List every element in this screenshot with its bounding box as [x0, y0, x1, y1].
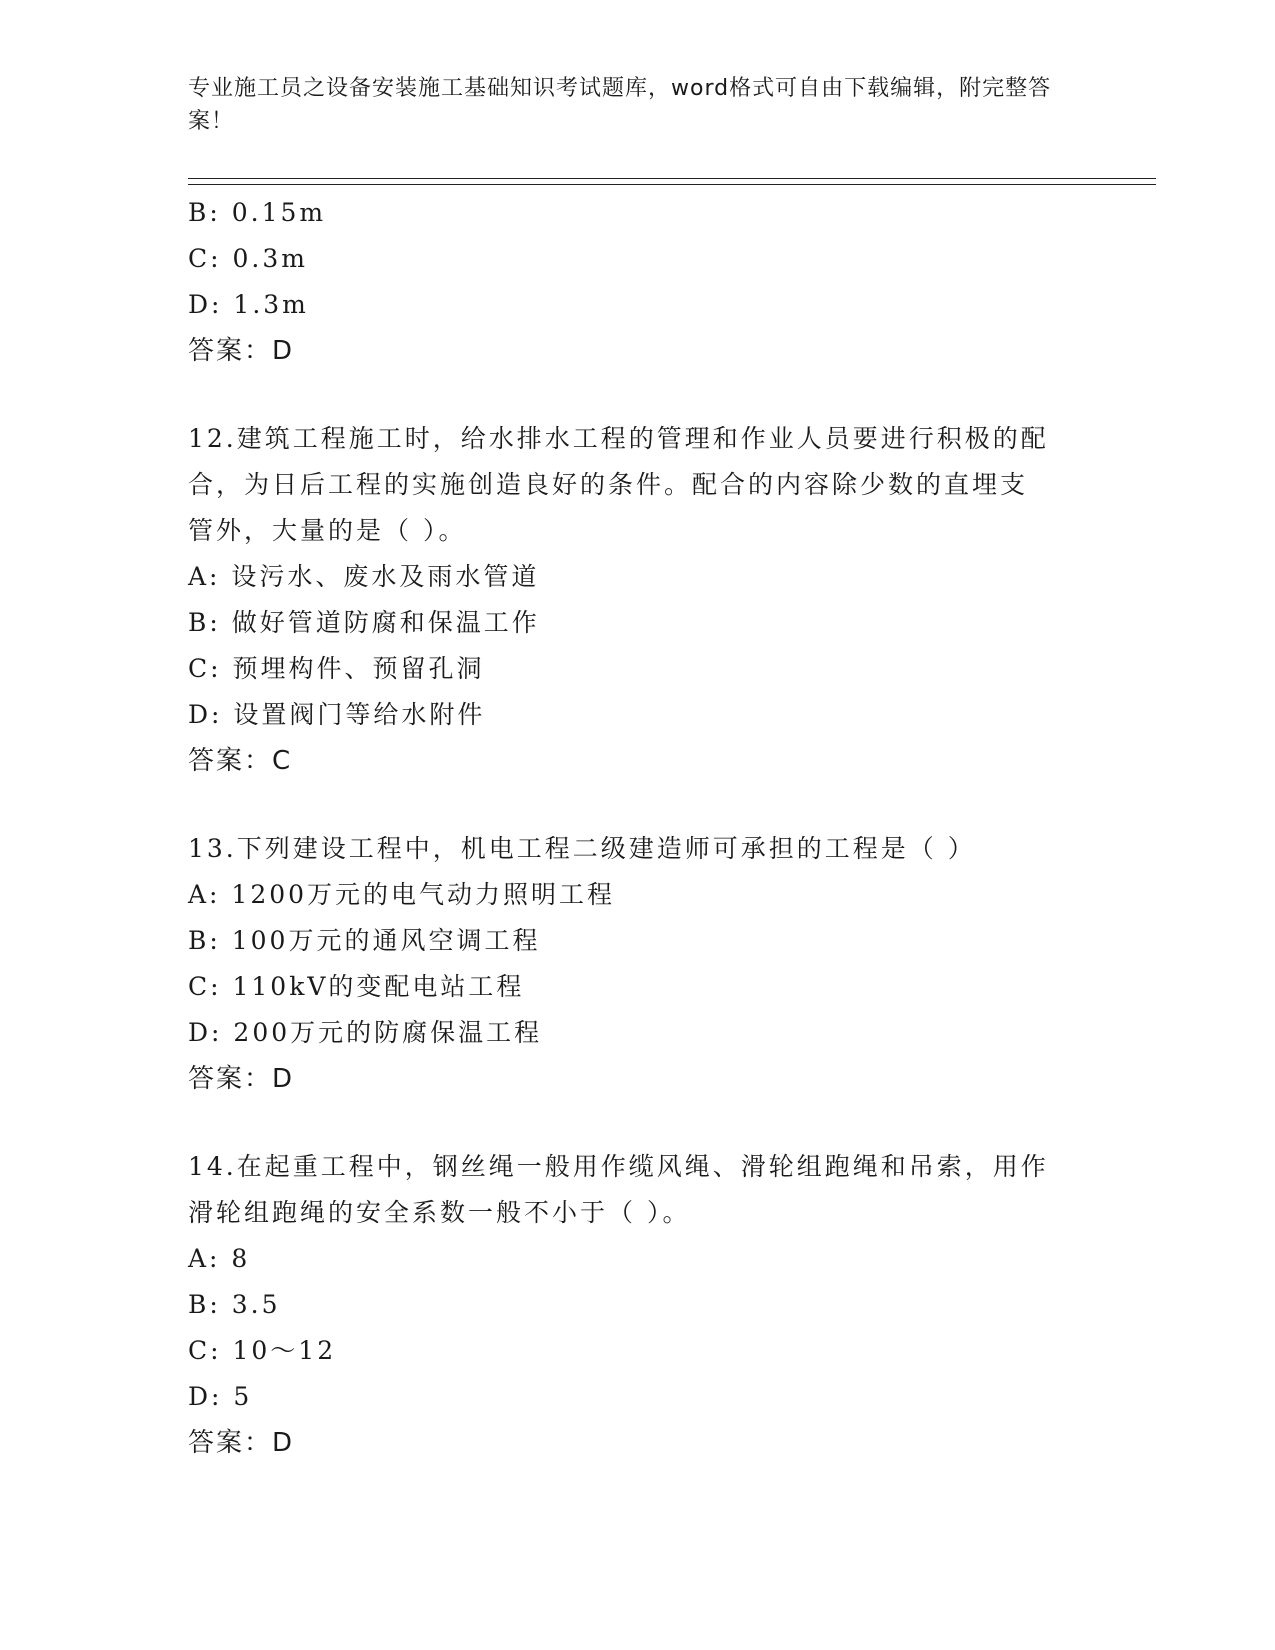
option-c: C: 预埋构件、预留孔洞 [188, 654, 485, 683]
question-text-line: 管外，大量的是（ ）。 [188, 516, 467, 545]
question-text-line: 13.下列建设工程中，机电工程二级建造师可承担的工程是（ ） [188, 834, 976, 863]
question-13 [188, 826, 1088, 1102]
option-d: D: 200万元的防腐保温工程 [188, 1018, 543, 1047]
question-text-line: 滑轮组跑绳的安全系数一般不小于（ ）。 [188, 1198, 691, 1227]
question-text [188, 826, 1083, 872]
question-14 [188, 1144, 1088, 1466]
option-a: A: 8 [188, 1244, 251, 1273]
question-text [188, 416, 1083, 554]
option-b: B: 做好管道防腐和保温工作 [188, 608, 540, 637]
answer-line: 答案：D [188, 1428, 295, 1458]
answer-line: 答案：C [188, 746, 293, 776]
option-d: D: 设置阀门等给水附件 [188, 700, 486, 729]
question-text-line: 合，为日后工程的实施创造良好的条件。配合的内容除少数的直埋支 [188, 470, 1029, 499]
question-12 [188, 416, 1088, 784]
option-b: B: 3.5 [188, 1290, 281, 1319]
question-text [188, 1144, 1083, 1236]
question-11-continued [188, 190, 1088, 374]
option-a: A: 1200万元的电气动力照明工程 [188, 880, 616, 909]
option-b: B: 100万元的通风空调工程 [188, 926, 541, 955]
header-rule-bottom [188, 184, 1156, 185]
option-a: A: 设污水、废水及雨水管道 [188, 562, 540, 591]
question-text-line: 12.建筑工程施工时，给水排水工程的管理和作业人员要进行积极的配 [188, 424, 1049, 453]
document-body [188, 190, 1088, 1466]
page-header: 专业施工员之设备安装施工基础知识考试题库，word格式可自由下载编辑，附完整答案！ [188, 76, 1052, 134]
option-c: C: 0.3m [188, 244, 308, 273]
question-text-line: 14.在起重工程中，钢丝绳一般用作缆风绳、滑轮组跑绳和吊索，用作 [188, 1152, 1049, 1181]
answer-line: 答案：D [188, 1064, 295, 1094]
header-rule-top [188, 178, 1156, 179]
answer-line: 答案：D [188, 336, 295, 366]
option-c: C: 110kV的变配电站工程 [188, 972, 525, 1001]
option-d: D: 1.3m [188, 290, 309, 319]
option-c: C: 10～12 [188, 1336, 337, 1365]
option-b: B: 0.15m [188, 198, 327, 227]
option-d: D: 5 [188, 1382, 253, 1411]
